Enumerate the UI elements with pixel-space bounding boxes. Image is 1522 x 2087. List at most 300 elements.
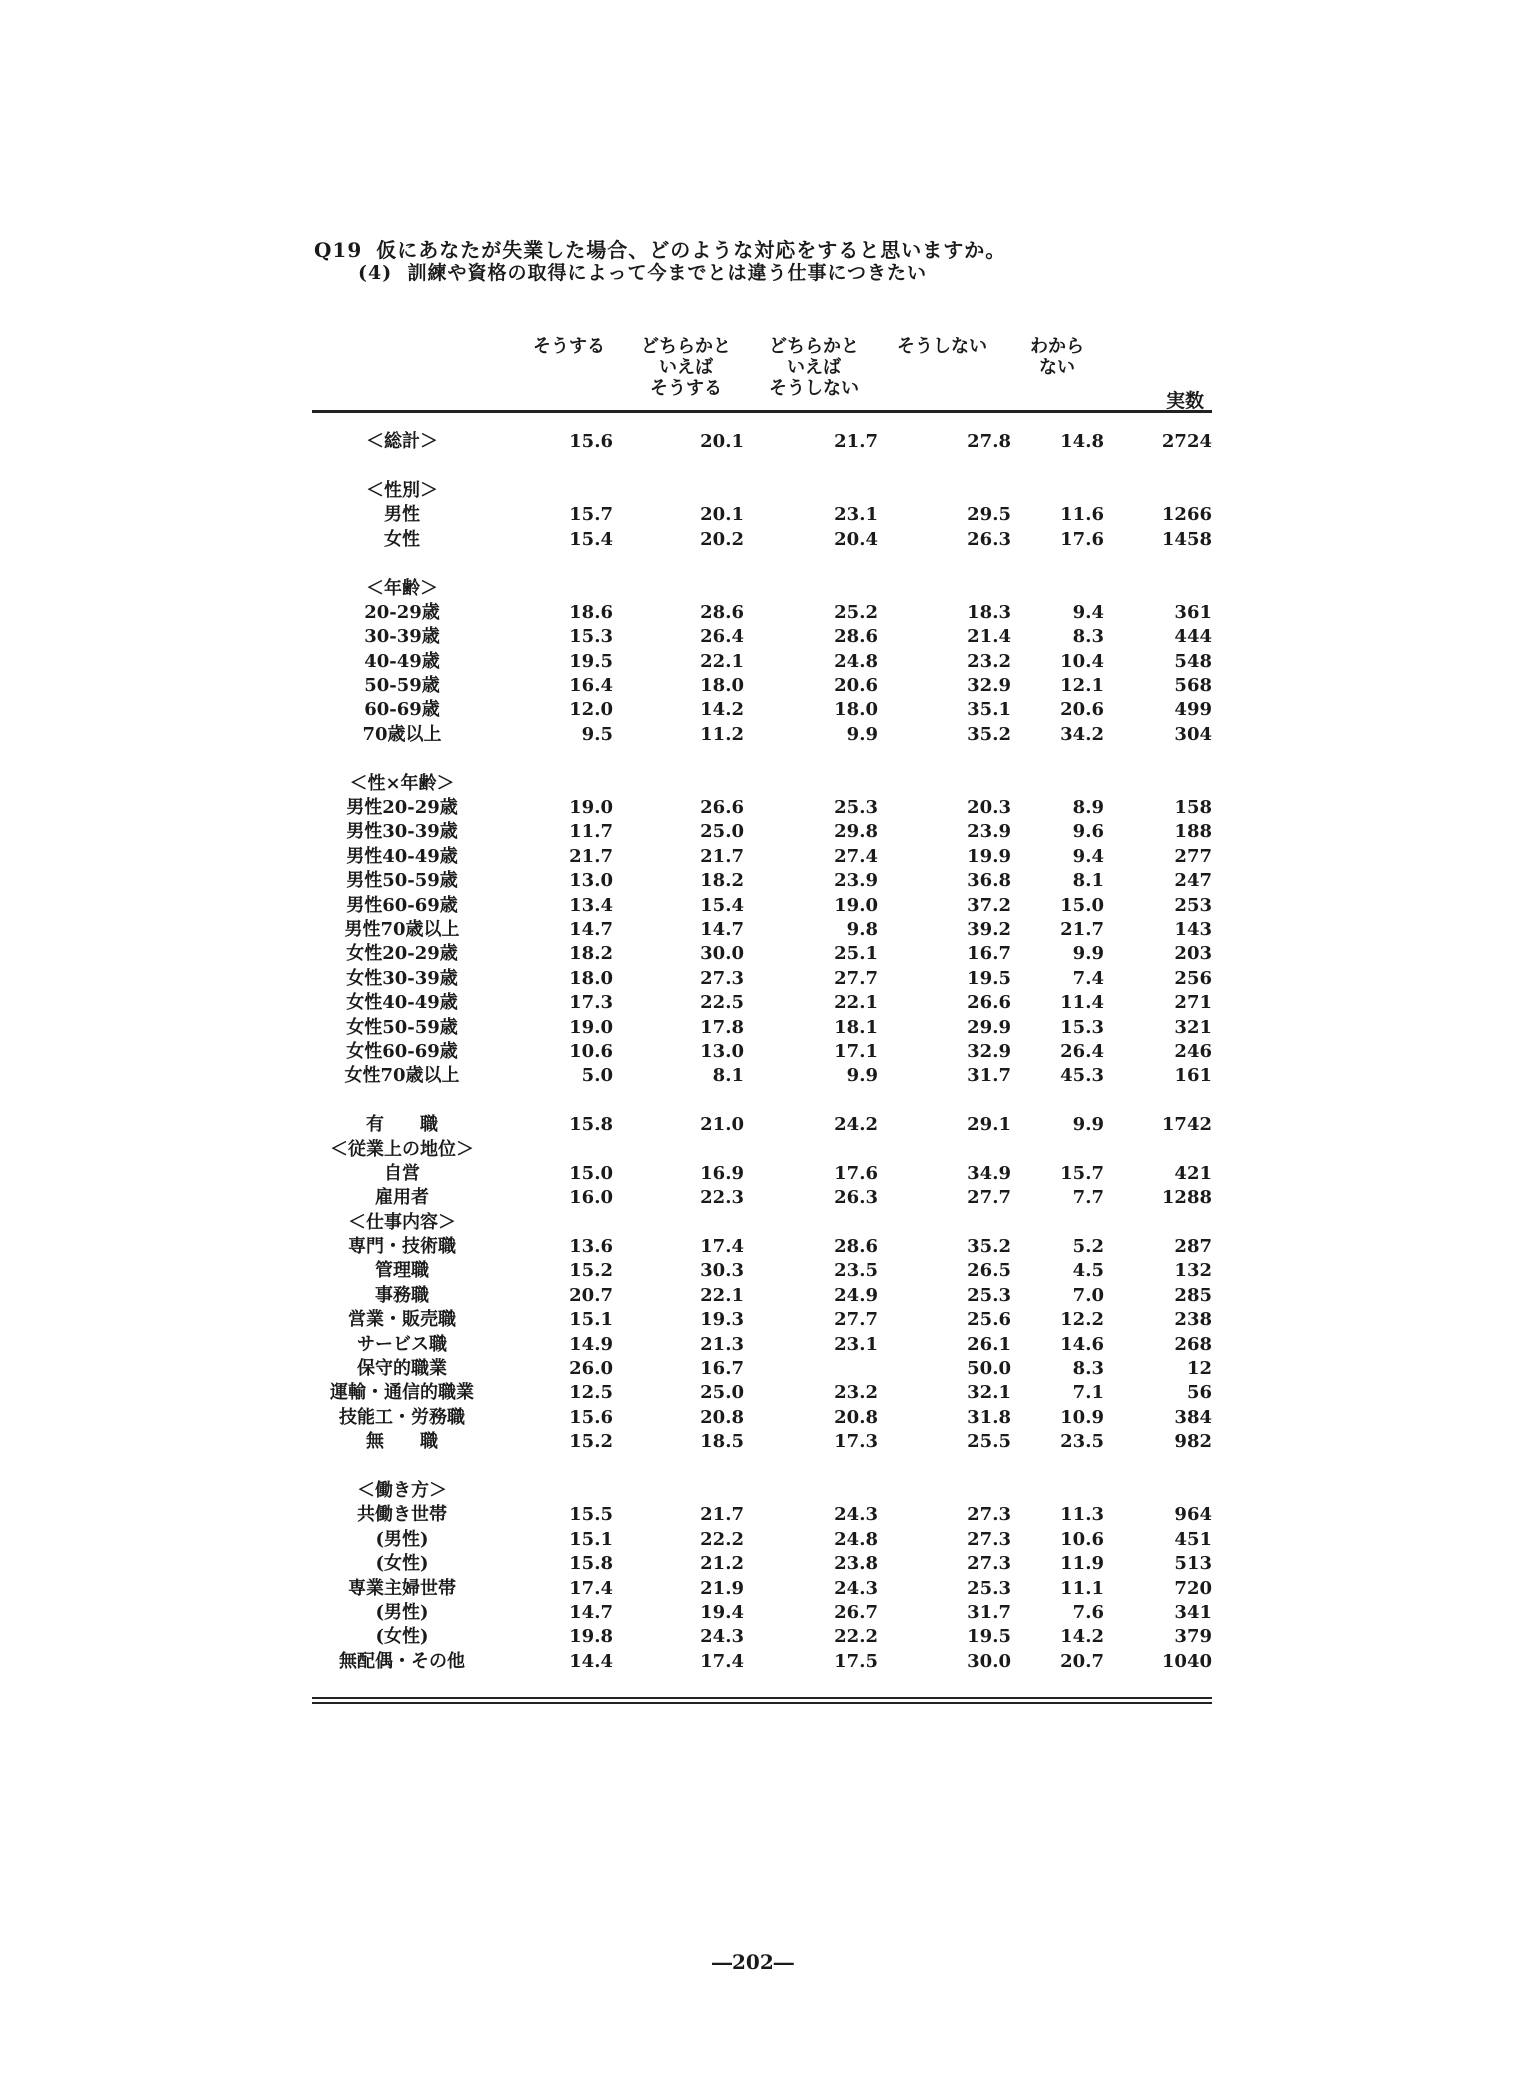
cell-percent: 25.0 <box>700 821 744 843</box>
cell-percent: 9.5 <box>581 723 613 745</box>
cell-percent: 16.7 <box>967 943 1011 965</box>
cell-percent <box>492 1211 613 1235</box>
cell-percent: 19.0 <box>569 797 613 819</box>
cell-percent <box>744 1211 878 1235</box>
cell-percent: 29.8 <box>834 821 878 843</box>
column-header-3: どちらかと いえば そうしない <box>769 336 859 399</box>
cell-percent: 18.0 <box>569 967 613 989</box>
row-label: 70歳以上 <box>362 723 442 745</box>
cell-percent: 9.6 <box>1072 821 1104 843</box>
table-row <box>312 1332 1212 1356</box>
cell-percent: 25.5 <box>967 1431 1011 1453</box>
row-label: (女性) <box>375 1553 429 1575</box>
cell-percent: 20.2 <box>700 528 744 550</box>
cell-percent: 9.4 <box>1072 845 1104 867</box>
table-row <box>312 1625 1212 1649</box>
cell-percent: 34.9 <box>967 1162 1011 1184</box>
cell-count <box>1104 479 1212 503</box>
cell-percent <box>1011 1211 1104 1235</box>
cell-percent <box>1011 1137 1104 1161</box>
cell-percent: 15.5 <box>569 1504 613 1526</box>
cell-percent: 21.0 <box>700 1114 744 1136</box>
cell-count: 964 <box>1174 1504 1212 1526</box>
cell-percent <box>613 771 744 795</box>
row-label: 女性20-29歳 <box>346 943 458 965</box>
cell-count: 143 <box>1174 919 1212 940</box>
cell-percent <box>878 771 1011 795</box>
cell-count: 513 <box>1174 1553 1212 1575</box>
cell-percent: 13.0 <box>569 870 613 892</box>
cell-percent: 14.4 <box>569 1650 613 1672</box>
row-label: ＜総計＞ <box>366 431 438 453</box>
table-spacer-row <box>312 1089 1212 1113</box>
cell-percent: 16.0 <box>569 1187 613 1209</box>
cell-percent: 14.2 <box>700 699 744 721</box>
row-label: 専業主婦世帯 <box>348 1577 456 1599</box>
cell-percent: 27.3 <box>967 1528 1011 1550</box>
table-row <box>312 698 1212 722</box>
cell-count: 285 <box>1174 1284 1212 1306</box>
cell-percent: 31.7 <box>967 1065 1011 1087</box>
cell-percent: 17.4 <box>700 1236 744 1258</box>
cell-percent: 17.6 <box>834 1162 878 1184</box>
cell-percent: 20.4 <box>834 528 878 550</box>
cell-percent: 5.0 <box>581 1065 613 1087</box>
row-label: 無配偶・その他 <box>339 1650 465 1672</box>
cell-count: 256 <box>1174 967 1212 989</box>
cell-count: 548 <box>1174 650 1212 672</box>
row-label: 管理職 <box>375 1260 429 1282</box>
cell-percent: 35.2 <box>967 1236 1011 1258</box>
cell-percent <box>878 1137 1011 1161</box>
cell-percent <box>1011 771 1104 795</box>
row-label: (男性) <box>375 1528 429 1550</box>
cell-percent: 24.9 <box>834 1284 878 1306</box>
cell-count: 271 <box>1174 992 1212 1014</box>
cell-percent: 27.3 <box>967 1504 1011 1526</box>
cell-percent <box>1011 1479 1104 1503</box>
column-header-2: どちらかと いえば そうする <box>641 336 731 399</box>
cell-percent <box>492 771 613 795</box>
row-label: 男性50-59歳 <box>346 870 458 892</box>
cell-percent: 20.1 <box>700 431 744 453</box>
cell-percent: 9.9 <box>1072 1114 1104 1136</box>
table-row <box>312 1650 1212 1674</box>
cell-percent: 21.7 <box>700 845 744 867</box>
cell-percent: 14.8 <box>1060 431 1104 453</box>
cell-percent: 21.7 <box>569 845 613 867</box>
cell-percent: 23.1 <box>834 504 878 526</box>
cell-count: 1742 <box>1161 1114 1212 1136</box>
cell-percent: 27.7 <box>834 1309 878 1331</box>
cell-percent: 32.9 <box>967 675 1011 697</box>
cell-count <box>1104 576 1212 600</box>
table-row <box>312 503 1212 527</box>
cell-percent: 20.6 <box>834 675 878 697</box>
cell-percent: 26.1 <box>967 1333 1011 1355</box>
table-row <box>312 1137 1212 1161</box>
cell-percent: 15.2 <box>569 1431 613 1453</box>
table-row <box>312 1528 1212 1552</box>
cell-percent <box>613 479 744 503</box>
cell-percent: 28.6 <box>700 601 744 623</box>
cell-percent: 25.1 <box>834 943 878 965</box>
cell-count: 341 <box>1174 1601 1212 1623</box>
cell-percent: 19.5 <box>569 650 613 672</box>
cell-percent: 7.6 <box>1072 1601 1104 1623</box>
table-row <box>312 893 1212 917</box>
cell-count <box>1104 1211 1212 1235</box>
cell-percent: 22.3 <box>700 1187 744 1209</box>
row-label: 無 職 <box>366 1431 438 1453</box>
table-row <box>312 528 1212 552</box>
table-spacer-row <box>312 747 1212 771</box>
cell-count: 1040 <box>1161 1650 1212 1672</box>
table-row <box>312 1381 1212 1405</box>
cell-percent: 11.7 <box>569 821 613 843</box>
cell-percent: 7.4 <box>1072 967 1104 989</box>
cell-percent: 25.3 <box>834 797 878 819</box>
cell-percent: 22.2 <box>700 1528 744 1550</box>
column-header-4: そうしない <box>897 336 987 357</box>
cell-count: 277 <box>1174 845 1212 867</box>
cell-percent: 21.4 <box>967 626 1011 648</box>
cell-percent: 18.0 <box>700 675 744 697</box>
cell-percent <box>492 1137 613 1161</box>
row-label: (男性) <box>375 1601 429 1623</box>
cell-percent: 21.7 <box>1060 919 1104 940</box>
cell-percent: 24.2 <box>834 1114 878 1136</box>
table-row <box>312 1308 1212 1332</box>
survey-table <box>312 430 1212 1674</box>
row-label: 女性50-59歳 <box>346 1016 458 1038</box>
cell-percent: 17.8 <box>700 1016 744 1038</box>
cell-percent <box>613 1211 744 1235</box>
cell-percent: 35.1 <box>967 699 1011 721</box>
table-row <box>312 1576 1212 1600</box>
cell-count <box>1104 771 1212 795</box>
cell-count: 56 <box>1186 1382 1212 1404</box>
table-row <box>312 796 1212 820</box>
row-label: 女性 <box>384 528 420 550</box>
cell-count: 1266 <box>1161 504 1212 526</box>
cell-percent: 26.4 <box>1060 1040 1104 1062</box>
cell-count: 361 <box>1174 601 1212 623</box>
row-label: 女性30-39歳 <box>346 967 458 989</box>
cell-count: 238 <box>1174 1309 1212 1331</box>
row-label: 有 職 <box>366 1114 438 1136</box>
cell-percent: 26.7 <box>834 1601 878 1623</box>
cell-percent: 15.3 <box>1060 1016 1104 1038</box>
cell-percent: 27.8 <box>967 431 1011 453</box>
row-label: 事務職 <box>375 1284 429 1306</box>
cell-percent <box>1011 576 1104 600</box>
cell-percent: 19.0 <box>834 894 878 916</box>
cell-percent: 27.7 <box>967 1187 1011 1209</box>
row-label: 女性70歳以上 <box>344 1065 460 1087</box>
row-label: 男性 <box>384 504 420 526</box>
cell-percent: 17.3 <box>834 1431 878 1453</box>
cell-percent: 27.3 <box>967 1553 1011 1575</box>
table-row <box>312 674 1212 698</box>
cell-percent <box>744 479 878 503</box>
cell-percent: 11.1 <box>1060 1577 1104 1599</box>
cell-count: 451 <box>1174 1528 1212 1550</box>
cell-percent: 15.1 <box>569 1528 613 1550</box>
cell-percent <box>744 771 878 795</box>
cell-count: 132 <box>1174 1260 1212 1282</box>
cell-percent: 18.3 <box>967 601 1011 623</box>
table-spacer-row <box>312 454 1212 478</box>
cell-percent: 21.7 <box>834 431 878 453</box>
cell-percent: 23.2 <box>834 1382 878 1404</box>
cell-percent: 20.7 <box>1060 1650 1104 1672</box>
cell-percent: 12.1 <box>1060 675 1104 697</box>
cell-percent: 7.7 <box>1072 1187 1104 1209</box>
cell-count: 444 <box>1174 626 1212 648</box>
cell-percent: 29.1 <box>967 1114 1011 1136</box>
table-row <box>312 1503 1212 1527</box>
cell-percent: 25.3 <box>967 1284 1011 1306</box>
table-row <box>312 1015 1212 1039</box>
cell-percent: 18.2 <box>569 943 613 965</box>
cell-percent: 16.9 <box>700 1162 744 1184</box>
cell-count: 379 <box>1174 1626 1212 1648</box>
cell-percent <box>492 1479 613 1503</box>
row-label: 営業・販売職 <box>348 1309 456 1331</box>
cell-percent: 9.9 <box>1072 943 1104 965</box>
cell-percent: 14.2 <box>1060 1626 1104 1648</box>
cell-count: 247 <box>1174 870 1212 892</box>
row-label: 女性60-69歳 <box>346 1040 458 1062</box>
cell-percent: 16.4 <box>569 675 613 697</box>
table-row <box>312 576 1212 600</box>
cell-percent: 22.1 <box>700 650 744 672</box>
cell-count: 304 <box>1174 723 1212 745</box>
cell-percent: 13.6 <box>569 1236 613 1258</box>
cell-percent: 21.7 <box>700 1504 744 1526</box>
cell-percent: 30.3 <box>700 1260 744 1282</box>
cell-percent: 50.0 <box>967 1358 1011 1380</box>
cell-percent: 17.6 <box>1060 528 1104 550</box>
question-subtitle <box>358 258 927 285</box>
cell-percent: 15.7 <box>1060 1162 1104 1184</box>
table-row <box>312 1406 1212 1430</box>
cell-count: 568 <box>1174 675 1212 697</box>
cell-percent: 17.4 <box>569 1577 613 1599</box>
cell-count: 720 <box>1174 1577 1212 1599</box>
cell-count: 2724 <box>1161 431 1212 453</box>
cell-percent: 26.5 <box>967 1260 1011 1282</box>
cell-count: 384 <box>1174 1406 1212 1428</box>
cell-percent: 18.0 <box>834 699 878 721</box>
cell-percent: 23.8 <box>834 1553 878 1575</box>
cell-count: 158 <box>1174 797 1212 819</box>
cell-percent: 13.0 <box>700 1040 744 1062</box>
cell-count <box>1104 1479 1212 1503</box>
cell-percent: 15.8 <box>569 1553 613 1575</box>
cell-percent: 34.2 <box>1060 723 1104 745</box>
cell-percent: 35.2 <box>967 723 1011 745</box>
cell-percent: 25.6 <box>967 1309 1011 1331</box>
table-row <box>312 1040 1212 1064</box>
cell-percent <box>613 1137 744 1161</box>
cell-count: 499 <box>1174 699 1212 721</box>
row-label: 専門・技術職 <box>348 1236 456 1258</box>
cell-percent: 26.6 <box>700 797 744 819</box>
cell-percent: 28.6 <box>834 1236 878 1258</box>
cell-percent: 19.9 <box>967 845 1011 867</box>
cell-percent: 13.4 <box>569 894 613 916</box>
cell-percent: 9.4 <box>1072 601 1104 623</box>
page-number: ―202― <box>712 1950 794 1974</box>
row-label: 男性70歳以上 <box>344 919 460 940</box>
row-label: ＜仕事内容＞ <box>348 1211 456 1233</box>
row-label: 男性20-29歳 <box>346 797 458 819</box>
cell-percent: 15.6 <box>569 431 613 453</box>
table-row <box>312 1284 1212 1308</box>
cell-percent: 29.9 <box>967 1016 1011 1038</box>
cell-percent: 8.3 <box>1072 626 1104 648</box>
cell-percent: 32.9 <box>967 1040 1011 1062</box>
cell-count: 188 <box>1174 821 1212 843</box>
cell-count <box>1104 1137 1212 1161</box>
cell-percent: 7.0 <box>1072 1284 1104 1306</box>
table-row <box>312 869 1212 893</box>
sub-number: (4) <box>358 262 393 284</box>
cell-percent: 20.1 <box>700 504 744 526</box>
table-bottom-rule <box>312 1697 1212 1699</box>
cell-count: 421 <box>1174 1162 1212 1184</box>
row-label: 保守的職業 <box>357 1358 447 1380</box>
cell-percent: 25.0 <box>700 1382 744 1404</box>
cell-percent: 21.3 <box>700 1333 744 1355</box>
cell-percent: 19.4 <box>700 1601 744 1623</box>
cell-percent: 36.8 <box>967 870 1011 892</box>
cell-count: 12 <box>1186 1358 1212 1380</box>
cell-percent <box>744 576 878 600</box>
table-row <box>312 845 1212 869</box>
table-top-rule <box>312 410 1212 413</box>
cell-percent: 20.8 <box>834 1406 878 1428</box>
question-text: 仮にあなたが失業した場合、どのような対応をすると思いますか。 <box>376 238 1007 262</box>
cell-percent: 17.3 <box>569 992 613 1014</box>
cell-percent: 15.0 <box>1060 894 1104 916</box>
cell-percent: 23.5 <box>1060 1431 1104 1453</box>
table-row <box>312 1430 1212 1454</box>
cell-percent: 24.8 <box>834 1528 878 1550</box>
cell-count: 321 <box>1174 1016 1212 1038</box>
question-number: Q19 <box>314 238 363 262</box>
row-label: サービス職 <box>357 1333 447 1355</box>
table-row <box>312 991 1212 1015</box>
cell-percent: 15.1 <box>569 1309 613 1331</box>
cell-percent: 18.5 <box>700 1431 744 1453</box>
table-row <box>312 918 1212 942</box>
row-label: ＜従業上の地位＞ <box>330 1138 474 1160</box>
cell-percent: 9.9 <box>846 1065 878 1087</box>
cell-percent: 16.7 <box>700 1358 744 1380</box>
table-row <box>312 1186 1212 1210</box>
cell-percent: 8.3 <box>1072 1358 1104 1380</box>
row-label: ＜性×年齢＞ <box>349 772 455 794</box>
cell-percent: 11.3 <box>1060 1504 1104 1526</box>
cell-percent: 17.5 <box>834 1650 878 1672</box>
cell-percent: 21.9 <box>700 1577 744 1599</box>
cell-percent: 25.2 <box>834 601 878 623</box>
cell-percent: 19.5 <box>967 1626 1011 1648</box>
cell-percent: 8.1 <box>1072 870 1104 892</box>
row-label: 男性60-69歳 <box>346 894 458 916</box>
cell-percent: 31.8 <box>967 1406 1011 1428</box>
cell-percent: 30.0 <box>967 1650 1011 1672</box>
cell-percent: 20.6 <box>1060 699 1104 721</box>
row-label: 男性40-49歳 <box>346 845 458 867</box>
cell-percent: 17.1 <box>834 1040 878 1062</box>
cell-percent: 8.9 <box>1072 797 1104 819</box>
cell-percent <box>613 576 744 600</box>
cell-count: 1458 <box>1161 528 1212 550</box>
cell-percent: 15.6 <box>569 1406 613 1428</box>
cell-percent: 19.0 <box>569 1016 613 1038</box>
table-row <box>312 479 1212 503</box>
cell-percent: 14.9 <box>569 1333 613 1355</box>
table-row <box>312 1552 1212 1576</box>
table-row <box>312 1601 1212 1625</box>
row-label: 男性30-39歳 <box>346 821 458 843</box>
cell-percent: 11.2 <box>700 723 744 745</box>
cell-percent: 15.2 <box>569 1260 613 1282</box>
cell-percent: 18.1 <box>834 1016 878 1038</box>
cell-count: 1288 <box>1161 1187 1212 1209</box>
cell-percent <box>878 1479 1011 1503</box>
cell-percent <box>492 576 613 600</box>
cell-percent: 24.8 <box>834 650 878 672</box>
row-label: 共働き世帯 <box>357 1504 447 1526</box>
cell-percent: 26.0 <box>569 1358 613 1380</box>
table-row <box>312 1211 1212 1235</box>
row-label: 40-49歳 <box>364 650 440 672</box>
cell-percent: 22.5 <box>700 992 744 1014</box>
cell-percent <box>878 1211 1011 1235</box>
cell-percent: 14.6 <box>1060 1333 1104 1355</box>
cell-count: 246 <box>1174 1040 1212 1062</box>
cell-percent: 14.7 <box>569 1601 613 1623</box>
cell-percent: 7.1 <box>1072 1382 1104 1404</box>
column-header-5: わから ない <box>1030 336 1084 378</box>
cell-percent: 20.8 <box>700 1406 744 1428</box>
row-label: ＜性別＞ <box>366 479 438 501</box>
cell-percent: 15.3 <box>569 626 613 648</box>
cell-percent: 23.9 <box>834 870 878 892</box>
cell-count: 268 <box>1174 1333 1212 1355</box>
cell-percent: 12.5 <box>569 1382 613 1404</box>
cell-percent: 23.1 <box>834 1333 878 1355</box>
row-label: 女性40-49歳 <box>346 992 458 1014</box>
row-label: 30-39歳 <box>364 626 440 648</box>
cell-percent <box>613 1479 744 1503</box>
column-header-total: 実数 <box>1166 390 1205 412</box>
cell-percent: 31.7 <box>967 1601 1011 1623</box>
cell-percent <box>492 479 613 503</box>
table-row <box>312 1235 1212 1259</box>
cell-percent: 18.6 <box>569 601 613 623</box>
cell-percent: 24.3 <box>700 1626 744 1648</box>
cell-percent: 22.1 <box>700 1284 744 1306</box>
row-label: ＜年齢＞ <box>366 577 438 599</box>
cell-percent: 22.2 <box>834 1626 878 1648</box>
cell-percent: 28.6 <box>834 626 878 648</box>
